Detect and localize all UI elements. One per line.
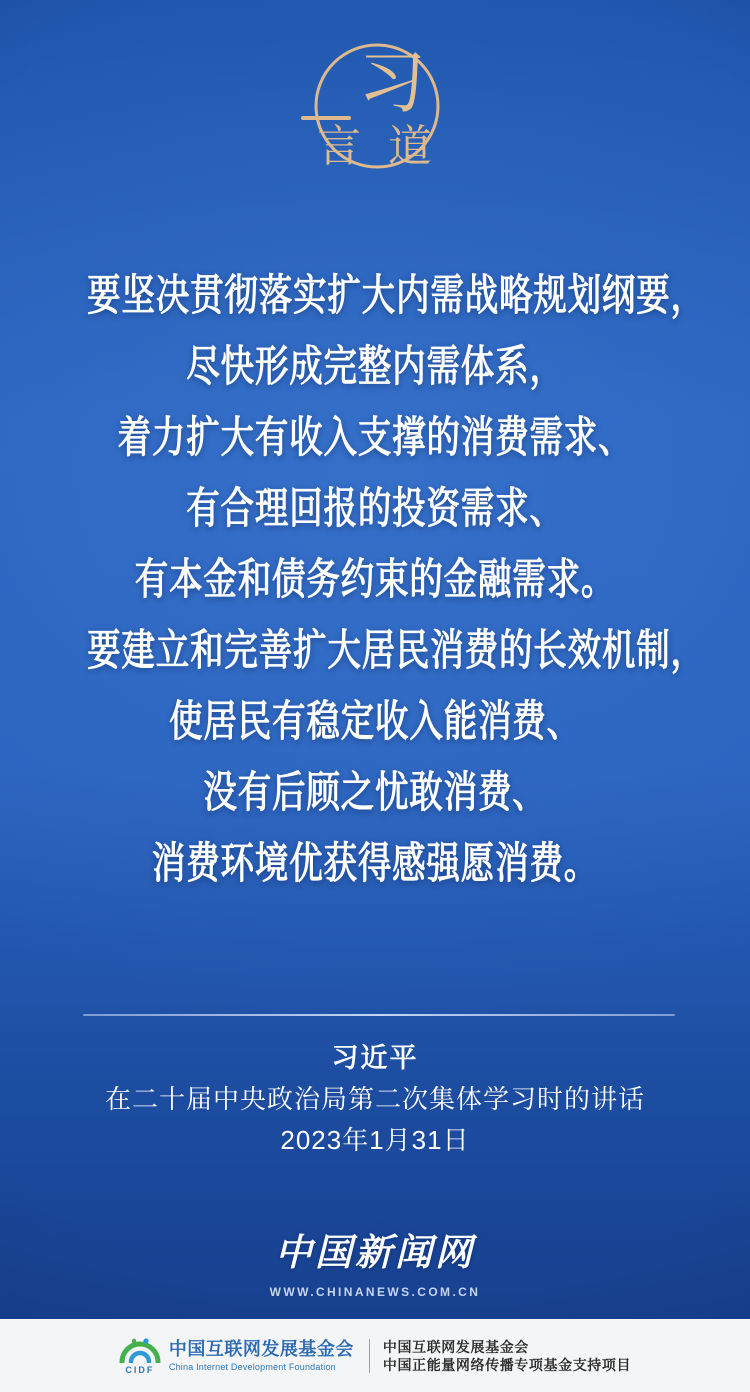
quote-line [0, 332, 750, 403]
quote-line [0, 403, 750, 474]
support-text-column [383, 1338, 631, 1374]
quote-line-text: 要坚决贯彻落实扩大内需战略规划纲要， [87, 271, 705, 321]
quote-line-text: 使居民有稳定收入能消费、 [169, 697, 581, 747]
seal-stroke [301, 116, 351, 120]
cidf-name-cn: 中国互联网发展基金会 [168, 1339, 354, 1359]
support-line-1: 中国互联网发展基金会 [382, 1338, 529, 1355]
cidf-logo-column [119, 1337, 161, 1375]
chinanews-url: WWW.CHINANEWS.COM.CN [269, 1285, 481, 1299]
speaker-name: 习近平 [331, 1043, 419, 1073]
quote-line-text: 有合理回报的投资需求、 [186, 484, 564, 534]
attribution-divider [83, 1014, 675, 1016]
quote-line-text: 要建立和完善扩大居民消费的长效机制， [87, 626, 705, 676]
quote-block [0, 261, 750, 900]
seal-char-xi: 习 [357, 44, 427, 123]
cidf-logo-icon [119, 1337, 161, 1363]
cidf-name-en: China Internet Development Foundation [168, 1362, 336, 1372]
cidf-abbr: CIDF [125, 1364, 155, 1375]
sponsor-bar [0, 1319, 750, 1392]
attribution-block [0, 1038, 750, 1161]
seal-char-dao: 道 [388, 121, 432, 172]
quote-line [0, 545, 750, 616]
seal-char-yan: 言 [317, 121, 361, 172]
quote-line [0, 758, 750, 829]
quote-line-text: 着力扩大有收入支撑的消费需求、 [117, 413, 633, 463]
chinanews-logo: 中国新闻网 [275, 1230, 475, 1274]
xiyandao-seal-icon [299, 40, 449, 180]
footer-vertical-divider [369, 1339, 370, 1373]
cidf-name-column [169, 1339, 354, 1372]
sponsor-row [119, 1337, 631, 1375]
quote-line-text: 消费环境优获得感强愿消费。 [151, 839, 599, 889]
publisher-block [0, 1222, 750, 1299]
support-line-2: 中国正能量网络传播专项基金支持项目 [382, 1356, 632, 1373]
quote-line-text: 有本金和债务约束的金融需求。 [134, 555, 616, 605]
quote-line-text: 尽快形成完整内需体系， [186, 342, 564, 392]
quote-line [0, 829, 750, 900]
quote-line [0, 616, 750, 687]
quote-line-text: 没有后顾之忧敢消费、 [203, 768, 547, 818]
speech-date: 2023年1月31日 [280, 1125, 470, 1155]
quote-line [0, 474, 750, 545]
speech-occasion: 在二十届中央政治局第二次集体学习时的讲话 [104, 1084, 645, 1114]
quote-line [0, 261, 750, 332]
quote-line [0, 687, 750, 758]
